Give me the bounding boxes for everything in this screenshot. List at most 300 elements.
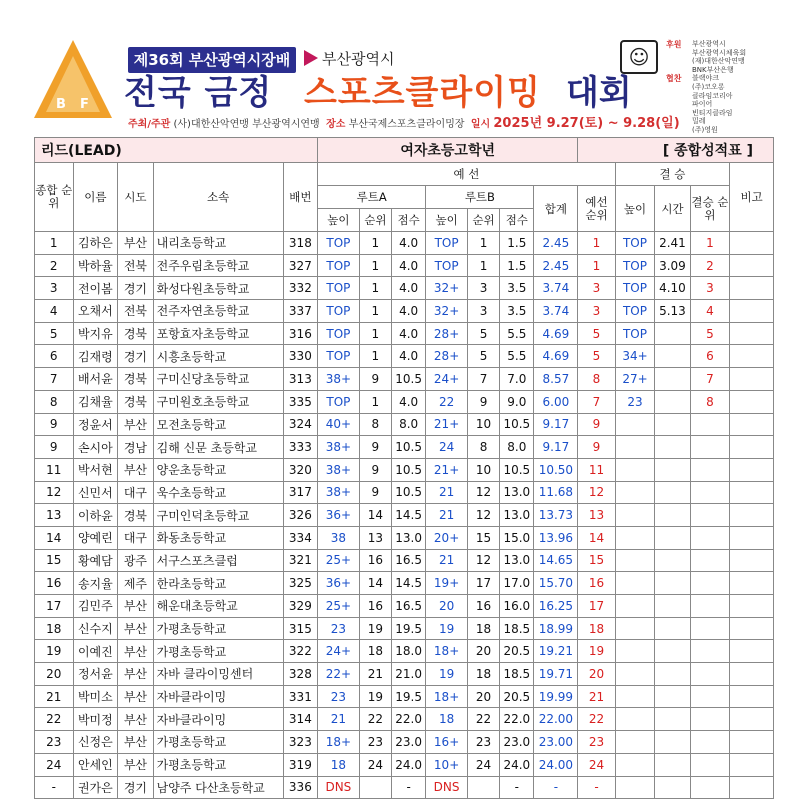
sponsor-item: (재)대한산악연맹 — [692, 57, 745, 66]
bib-cell: 337 — [283, 300, 317, 323]
note-cell — [730, 254, 774, 277]
team-cell: 전주자연초등학교 — [153, 300, 283, 323]
prelim-rank-cell: 1 — [578, 254, 615, 277]
region-cell: 부산 — [118, 413, 153, 436]
team-cell: 구미신당초등학교 — [153, 368, 283, 391]
route-b-score-cell: 5.5 — [500, 322, 534, 345]
region-cell: 부산 — [118, 708, 153, 731]
note-cell — [730, 345, 774, 368]
host-label: 주최/주관 — [128, 119, 171, 130]
route-b-place-cell: 17 — [467, 572, 499, 595]
prelim-rank-cell: 22 — [578, 708, 615, 731]
final-height-cell — [615, 526, 655, 549]
header-b-height: 높이 — [426, 209, 468, 232]
final-rank-cell — [690, 572, 730, 595]
total-cell: 6.00 — [534, 390, 578, 413]
route-b-place-cell: 5 — [467, 322, 499, 345]
table-row — [35, 595, 774, 618]
table-row — [35, 390, 774, 413]
rank-cell: 15 — [35, 549, 74, 572]
sponsor-item: (주)영원 — [692, 125, 718, 134]
route-b-height-cell: 19 — [426, 617, 468, 640]
route-a-score-cell: 18.0 — [391, 640, 425, 663]
route-a-height-cell: TOP — [318, 390, 360, 413]
header-note: 비고 — [730, 163, 774, 232]
final-height-cell — [615, 436, 655, 459]
note-cell — [730, 549, 774, 572]
region-cell: 부산 — [118, 617, 153, 640]
bib-cell: 332 — [283, 277, 317, 300]
bib-cell: 319 — [283, 753, 317, 776]
route-b-place-cell: 23 — [467, 731, 499, 754]
prelim-rank-cell: 12 — [578, 481, 615, 504]
route-a-height-cell: 38+ — [318, 481, 360, 504]
route-b-place-cell: 12 — [467, 504, 499, 527]
route-a-place-cell — [359, 776, 391, 799]
region-cell: 전북 — [118, 300, 153, 323]
route-b-height-cell: DNS — [426, 776, 468, 799]
note-cell — [730, 753, 774, 776]
total-cell: 4.69 — [534, 345, 578, 368]
table-row — [35, 481, 774, 504]
city-name: 부산광역시 — [322, 50, 395, 68]
route-a-height-cell: 38 — [318, 526, 360, 549]
route-a-height-cell: 23 — [318, 685, 360, 708]
team-cell: 가평초등학교 — [153, 753, 283, 776]
final-height-cell: TOP — [615, 322, 655, 345]
rank-cell: 17 — [35, 595, 74, 618]
bib-cell: 315 — [283, 617, 317, 640]
total-cell: 15.70 — [534, 572, 578, 595]
rank-cell: 20 — [35, 663, 74, 686]
route-a-score-cell: 4.0 — [391, 322, 425, 345]
table-row — [35, 526, 774, 549]
rank-cell: 7 — [35, 368, 74, 391]
final-rank-cell: 7 — [690, 368, 730, 391]
route-a-score-cell: 4.0 — [391, 232, 425, 255]
prelim-rank-cell: 9 — [578, 436, 615, 459]
total-cell: 22.00 — [534, 708, 578, 731]
route-b-height-cell: 19+ — [426, 572, 468, 595]
event-banner — [0, 0, 810, 132]
total-cell: 19.99 — [534, 685, 578, 708]
note-cell — [730, 776, 774, 799]
route-b-score-cell: 23.0 — [500, 731, 534, 754]
region-cell: 제주 — [118, 572, 153, 595]
route-a-place-cell: 16 — [359, 595, 391, 618]
final-height-cell — [615, 640, 655, 663]
route-a-score-cell: 10.5 — [391, 458, 425, 481]
table-row — [35, 776, 774, 799]
bib-cell: 318 — [283, 232, 317, 255]
header-name: 이름 — [73, 163, 118, 232]
climber-icon: ☺ — [620, 40, 658, 74]
route-a-score-cell: 16.5 — [391, 595, 425, 618]
final-rank-cell: 2 — [690, 254, 730, 277]
bib-cell: 336 — [283, 776, 317, 799]
table-row — [35, 731, 774, 754]
route-b-score-cell: 16.0 — [500, 595, 534, 618]
header-a-place: 순위 — [359, 209, 391, 232]
route-b-height-cell: 18 — [426, 708, 468, 731]
route-b-height-cell: 24 — [426, 436, 468, 459]
bib-cell: 327 — [283, 254, 317, 277]
route-b-place-cell: 20 — [467, 640, 499, 663]
route-a-height-cell: 18 — [318, 753, 360, 776]
region-cell: 부산 — [118, 685, 153, 708]
route-b-height-cell: 21+ — [426, 458, 468, 481]
rank-cell: 21 — [35, 685, 74, 708]
prelim-rank-cell: 16 — [578, 572, 615, 595]
final-height-cell — [615, 708, 655, 731]
route-a-height-cell: 25+ — [318, 595, 360, 618]
final-rank-cell — [690, 708, 730, 731]
rank-cell: 3 — [35, 277, 74, 300]
name-cell: 정서윤 — [73, 663, 118, 686]
route-b-score-cell: 3.5 — [500, 277, 534, 300]
header-b-score: 점수 — [500, 209, 534, 232]
name-cell: 전이봄 — [73, 277, 118, 300]
route-a-height-cell: 18+ — [318, 731, 360, 754]
route-a-score-cell: 8.0 — [391, 413, 425, 436]
final-rank-cell — [690, 640, 730, 663]
final-rank-cell — [690, 776, 730, 799]
route-b-place-cell: 12 — [467, 481, 499, 504]
total-cell: 19.71 — [534, 663, 578, 686]
bib-cell: 326 — [283, 504, 317, 527]
route-b-height-cell: 22 — [426, 390, 468, 413]
table-row — [35, 640, 774, 663]
route-b-place-cell: 15 — [467, 526, 499, 549]
final-time-cell — [655, 504, 690, 527]
final-time-cell — [655, 595, 690, 618]
edition-label: 제36회 부산광역시장배 — [128, 47, 296, 73]
header-rank: 종합 순위 — [35, 163, 74, 232]
route-a-height-cell: 40+ — [318, 413, 360, 436]
route-a-height-cell: TOP — [318, 277, 360, 300]
rank-cell: 9 — [35, 413, 74, 436]
rank-cell: 16 — [35, 572, 74, 595]
route-a-score-cell: 4.0 — [391, 254, 425, 277]
final-height-cell: TOP — [615, 232, 655, 255]
date-value: 2025년 9.27(토) ~ 9.28(일) — [493, 116, 680, 131]
final-height-cell — [615, 549, 655, 572]
final-time-cell — [655, 549, 690, 572]
final-height-cell: 34+ — [615, 345, 655, 368]
name-cell: 신수지 — [73, 617, 118, 640]
route-a-score-cell: 24.0 — [391, 753, 425, 776]
date-label: 일시 — [470, 119, 491, 130]
table-row — [35, 753, 774, 776]
header-bib: 배번 — [283, 163, 317, 232]
final-time-cell: 2.41 — [655, 232, 690, 255]
total-cell: - — [534, 776, 578, 799]
team-cell: 포항효자초등학교 — [153, 322, 283, 345]
route-a-height-cell: TOP — [318, 300, 360, 323]
route-b-score-cell: 13.0 — [500, 549, 534, 572]
region-cell: 경기 — [118, 277, 153, 300]
prelim-rank-cell: 14 — [578, 526, 615, 549]
final-height-cell — [615, 776, 655, 799]
route-b-score-cell: 9.0 — [500, 390, 534, 413]
route-b-place-cell: 9 — [467, 390, 499, 413]
header-prelim: 예 선 — [318, 163, 616, 186]
route-a-height-cell: 38+ — [318, 368, 360, 391]
region-cell: 부산 — [118, 753, 153, 776]
prelim-rank-cell: 15 — [578, 549, 615, 572]
team-cell: 김해 신문 초등학교 — [153, 436, 283, 459]
bib-cell: 317 — [283, 481, 317, 504]
svg-text:B: B — [56, 97, 66, 112]
route-b-score-cell: 1.5 — [500, 254, 534, 277]
route-b-score-cell: 1.5 — [500, 232, 534, 255]
total-cell: 2.45 — [534, 232, 578, 255]
rank-cell: 13 — [35, 504, 74, 527]
final-rank-cell: 8 — [690, 390, 730, 413]
sponsor-item: 부산광역시체육회 — [692, 48, 747, 57]
final-height-cell — [615, 413, 655, 436]
route-b-score-cell: 13.0 — [500, 481, 534, 504]
header-region: 시도 — [118, 163, 153, 232]
route-b-place-cell: 16 — [467, 595, 499, 618]
bib-cell: 331 — [283, 685, 317, 708]
bib-cell: 335 — [283, 390, 317, 413]
team-cell: 전주우림초등학교 — [153, 254, 283, 277]
final-height-cell — [615, 663, 655, 686]
route-a-place-cell: 1 — [359, 254, 391, 277]
note-cell — [730, 526, 774, 549]
route-b-score-cell: 22.0 — [500, 708, 534, 731]
note-cell — [730, 368, 774, 391]
name-cell: 박하율 — [73, 254, 118, 277]
route-a-place-cell: 14 — [359, 572, 391, 595]
prelim-rank-cell: 20 — [578, 663, 615, 686]
route-b-score-cell: 24.0 — [500, 753, 534, 776]
route-b-height-cell: 16+ — [426, 731, 468, 754]
header-team: 소속 — [153, 163, 283, 232]
region-cell: 광주 — [118, 549, 153, 572]
rank-cell: 19 — [35, 640, 74, 663]
final-time-cell — [655, 663, 690, 686]
table-row — [35, 277, 774, 300]
route-b-height-cell: 32+ — [426, 277, 468, 300]
final-height-cell — [615, 731, 655, 754]
total-cell: 9.17 — [534, 413, 578, 436]
final-time-cell: 4.10 — [655, 277, 690, 300]
route-a-place-cell: 19 — [359, 617, 391, 640]
table-row — [35, 617, 774, 640]
header-route-b: 루트B — [426, 186, 534, 209]
name-cell: 박미소 — [73, 685, 118, 708]
table-row — [35, 254, 774, 277]
route-a-score-cell: 16.5 — [391, 549, 425, 572]
total-cell: 11.68 — [534, 481, 578, 504]
final-time-cell — [655, 413, 690, 436]
final-time-cell — [655, 481, 690, 504]
name-cell: 박미정 — [73, 708, 118, 731]
route-b-height-cell: 21 — [426, 481, 468, 504]
name-cell: 황예담 — [73, 549, 118, 572]
table-row — [35, 413, 774, 436]
route-b-score-cell: 18.5 — [500, 617, 534, 640]
final-rank-cell — [690, 458, 730, 481]
team-cell: 구미인덕초등학교 — [153, 504, 283, 527]
region-cell: 경북 — [118, 368, 153, 391]
route-b-height-cell: TOP — [426, 232, 468, 255]
route-a-place-cell: 9 — [359, 368, 391, 391]
route-a-place-cell: 22 — [359, 708, 391, 731]
team-cell: 한라초등학교 — [153, 572, 283, 595]
route-b-score-cell: 17.0 — [500, 572, 534, 595]
prelim-rank-cell: 11 — [578, 458, 615, 481]
header-route-a: 루트A — [318, 186, 426, 209]
route-a-score-cell: 4.0 — [391, 390, 425, 413]
route-a-score-cell: 4.0 — [391, 277, 425, 300]
title-left: 전국 금정 — [124, 73, 273, 113]
region-cell: 경북 — [118, 504, 153, 527]
route-a-score-cell: 21.0 — [391, 663, 425, 686]
route-a-place-cell: 9 — [359, 458, 391, 481]
final-time-cell — [655, 322, 690, 345]
prelim-rank-cell: 1 — [578, 232, 615, 255]
category-title: 리드(LEAD) — [35, 138, 318, 163]
final-rank-cell — [690, 685, 730, 708]
route-b-place-cell: 20 — [467, 685, 499, 708]
team-cell: 자바클라이밍 — [153, 685, 283, 708]
route-b-score-cell: 18.5 — [500, 663, 534, 686]
title-right: 대회 — [566, 73, 632, 113]
route-b-place-cell: 24 — [467, 753, 499, 776]
route-b-place-cell: 8 — [467, 436, 499, 459]
route-a-score-cell: 23.0 — [391, 731, 425, 754]
prelim-rank-cell: 24 — [578, 753, 615, 776]
team-cell: 가평초등학교 — [153, 617, 283, 640]
total-cell: 13.73 — [534, 504, 578, 527]
note-cell — [730, 413, 774, 436]
final-rank-cell — [690, 481, 730, 504]
rank-cell: 24 — [35, 753, 74, 776]
final-time-cell — [655, 617, 690, 640]
route-b-height-cell: 18+ — [426, 640, 468, 663]
bib-cell: 334 — [283, 526, 317, 549]
route-a-height-cell: 24+ — [318, 640, 360, 663]
note-cell — [730, 232, 774, 255]
team-cell: 시흥초등학교 — [153, 345, 283, 368]
total-cell: 13.96 — [534, 526, 578, 549]
route-a-place-cell: 13 — [359, 526, 391, 549]
note-cell — [730, 731, 774, 754]
mountain-logo-icon — [34, 40, 112, 118]
final-rank-cell: 4 — [690, 300, 730, 323]
final-time-cell — [655, 685, 690, 708]
route-b-score-cell: 5.5 — [500, 345, 534, 368]
table-row — [35, 345, 774, 368]
total-cell: 10.50 — [534, 458, 578, 481]
final-height-cell — [615, 504, 655, 527]
route-b-height-cell: 21 — [426, 549, 468, 572]
route-a-score-cell: 10.5 — [391, 368, 425, 391]
final-height-cell — [615, 481, 655, 504]
final-height-cell — [615, 617, 655, 640]
region-cell: 부산 — [118, 595, 153, 618]
route-a-place-cell: 14 — [359, 504, 391, 527]
region-cell: 경기 — [118, 776, 153, 799]
final-rank-cell — [690, 753, 730, 776]
route-a-place-cell: 19 — [359, 685, 391, 708]
header-a-score: 점수 — [391, 209, 425, 232]
region-cell: 경남 — [118, 436, 153, 459]
route-b-score-cell: 15.0 — [500, 526, 534, 549]
table-row — [35, 549, 774, 572]
bib-cell: 313 — [283, 368, 317, 391]
route-a-height-cell: 38+ — [318, 458, 360, 481]
final-rank-cell — [690, 413, 730, 436]
route-b-score-cell: - — [500, 776, 534, 799]
final-height-cell: TOP — [615, 300, 655, 323]
rank-cell: 11 — [35, 458, 74, 481]
route-b-score-cell: 20.5 — [500, 685, 534, 708]
name-cell: 박서현 — [73, 458, 118, 481]
note-cell — [730, 663, 774, 686]
team-cell: 구미원호초등학교 — [153, 390, 283, 413]
team-cell: 자바클라이밍 — [153, 708, 283, 731]
final-rank-cell: 5 — [690, 322, 730, 345]
route-b-score-cell: 3.5 — [500, 300, 534, 323]
total-cell: 24.00 — [534, 753, 578, 776]
header-row-1 — [35, 163, 774, 186]
table-row — [35, 300, 774, 323]
prelim-rank-cell: 7 — [578, 390, 615, 413]
route-a-place-cell: 9 — [359, 436, 391, 459]
route-b-place-cell: 3 — [467, 300, 499, 323]
prelim-rank-cell: 3 — [578, 300, 615, 323]
region-cell: 경북 — [118, 390, 153, 413]
bib-cell: 328 — [283, 663, 317, 686]
route-b-score-cell: 8.0 — [500, 436, 534, 459]
note-cell — [730, 390, 774, 413]
name-cell: 신민서 — [73, 481, 118, 504]
name-cell: 이하윤 — [73, 504, 118, 527]
name-cell: 오채서 — [73, 300, 118, 323]
total-cell: 18.99 — [534, 617, 578, 640]
total-cell: 14.65 — [534, 549, 578, 572]
route-a-height-cell: DNS — [318, 776, 360, 799]
bib-cell: 329 — [283, 595, 317, 618]
final-height-cell — [615, 685, 655, 708]
name-cell: 정윤서 — [73, 413, 118, 436]
final-time-cell — [655, 436, 690, 459]
final-rank-cell — [690, 436, 730, 459]
route-b-score-cell: 13.0 — [500, 504, 534, 527]
route-b-score-cell: 10.5 — [500, 413, 534, 436]
team-cell: 가평초등학교 — [153, 640, 283, 663]
route-b-place-cell — [467, 776, 499, 799]
rank-cell: 8 — [35, 390, 74, 413]
header-final-height: 높이 — [615, 186, 655, 232]
note-cell — [730, 640, 774, 663]
final-rank-cell — [690, 617, 730, 640]
table-row — [35, 663, 774, 686]
rank-cell: 6 — [35, 345, 74, 368]
route-a-height-cell: 25+ — [318, 549, 360, 572]
total-cell: 16.25 — [534, 595, 578, 618]
rank-cell: 18 — [35, 617, 74, 640]
note-cell — [730, 617, 774, 640]
document-title: [ 종합성적표 ] — [578, 138, 774, 163]
final-time-cell — [655, 776, 690, 799]
division-title: 여자초등고학년 — [318, 138, 578, 163]
final-time-cell — [655, 390, 690, 413]
